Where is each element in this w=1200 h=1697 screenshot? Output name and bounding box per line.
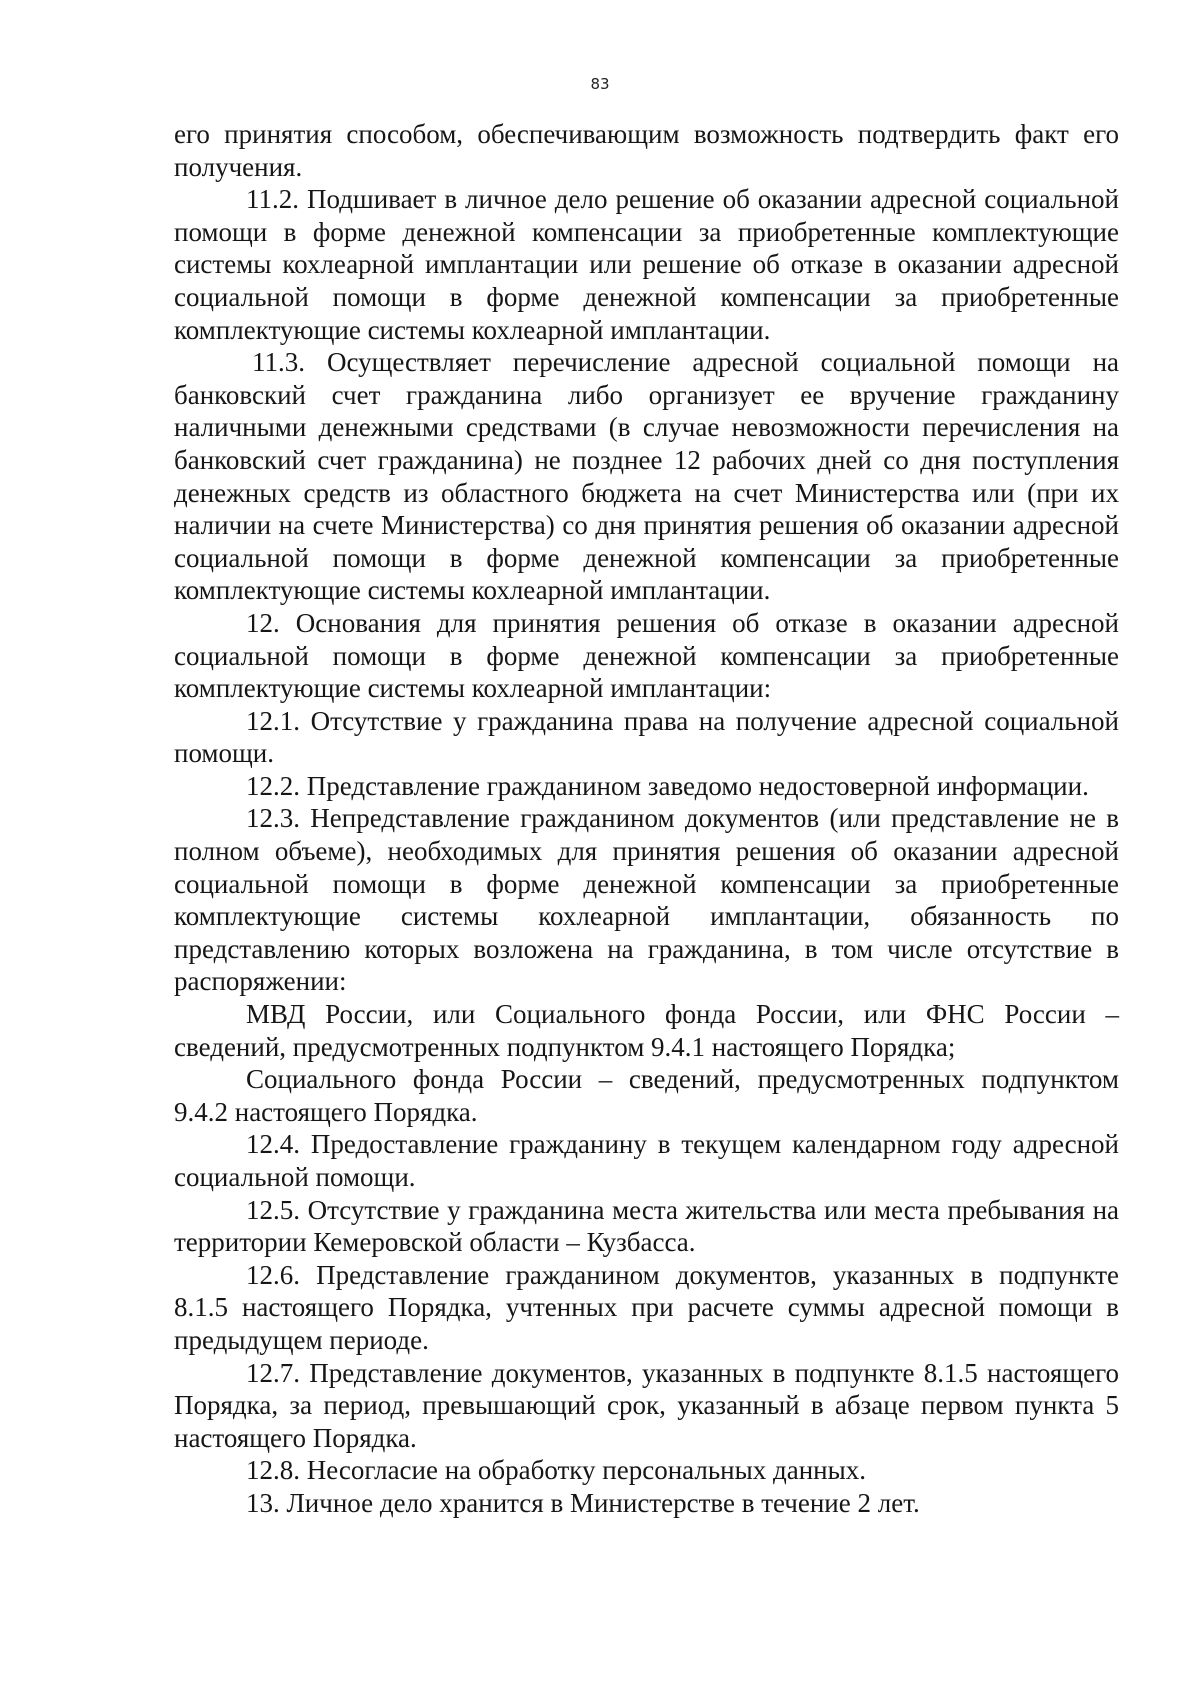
paragraph-12-3-mvd: МВД России, или Социального фонда России, или ФНС России – сведений, предусмотренных подпунктом 9.4.1 настоящего Порядка; (174, 999, 1119, 1062)
paragraph-11-3: 11.3. Осуществляет перечисление адресной социальной помощи на банковский счет гражданина либо организует ее вручение гражданину наличными денежными средствами (в случае невозможности перечисления на банковский счет гражданина) не позднее 12 рабочих дней со дня поступления денежных средств из областного бюджета на счет Министерства или (при их наличии на счете Министерства) со дня принятия решения об оказании адресной социальной помощи в форме денежной компенсации за приобретенные комплектующие системы кохлеарной имплантации. (174, 347, 1119, 606)
paragraph-12-8: 12.8. Несогласие на обработку персональных данных. (246, 1455, 867, 1486)
paragraph-12-1: 12.1. Отсутствие у гражданина права на получение адресной социальной помощи. (174, 705, 1119, 769)
paragraph-12: 12. Основания для принятия решения об отказе в оказании адресной социальной помощи в форме денежной компенсации за приобретенные комплектующие системы кохлеарной имплантации: (174, 607, 1119, 704)
paragraph-12-4: 12.4. Предоставление гражданину в текущем календарном году адресной социальной помощи. (174, 1129, 1119, 1192)
paragraph-continuation: его принятия способом, обеспечивающим возможность подтвердить факт его получения. (174, 119, 1119, 182)
paragraph-12-3-sfr: Социального фонда России – сведений, предусмотренных подпунктом 9.4.2 настоящего Порядка. (174, 1064, 1119, 1127)
paragraph-12-6: 12.6. Представление гражданином документов, указанных в подпункте 8.1.5 настоящего Порядка, учтенных при расчете суммы адресной помощи в предыдущем периоде. (174, 1259, 1119, 1355)
paragraph-13: 13. Личное дело хранится в Министерстве в течение 2 лет. (246, 1487, 920, 1518)
paragraph-12-5: 12.5. Отсутствие у гражданина места жительства или места пребывания на территории Кемеровской области – Кузбасса. (174, 1194, 1119, 1258)
paragraph-12-7: 12.7. Представление документов, указанных в подпункте 8.1.5 настоящего Порядка, за период, превышающий срок, указанный в абзаце первом пункта 5 настоящего Порядка. (174, 1357, 1119, 1453)
paragraph-11-2: 11.2. Подшивает в личное дело решение об оказании адресной социальной помощи в форме денежной компенсации за приобретенные комплектующие системы кохлеарной имплантации или решение об отказе в оказании адресной социальной помощи в форме денежной компенсации за приобретенные комплектующие системы кохлеарной имплантации. (174, 184, 1119, 345)
paragraph-12-2: 12.2. Представление гражданином заведомо недостоверной информации. (246, 770, 1089, 801)
document-body (174, 118, 1119, 1520)
paragraph-12-3: 12.3. Непредставление гражданином документов (или представление не в полном объеме), необходимых для принятия решения об оказании адресной социальной помощи в форме денежной компенсации за приобретенные комплектующие системы кохлеарной имплантации, обязанность по представлению которых возложена на гражданина, в том числе отсутствие в распоряжении: (174, 803, 1119, 997)
page-number: 83 (590, 75, 610, 93)
